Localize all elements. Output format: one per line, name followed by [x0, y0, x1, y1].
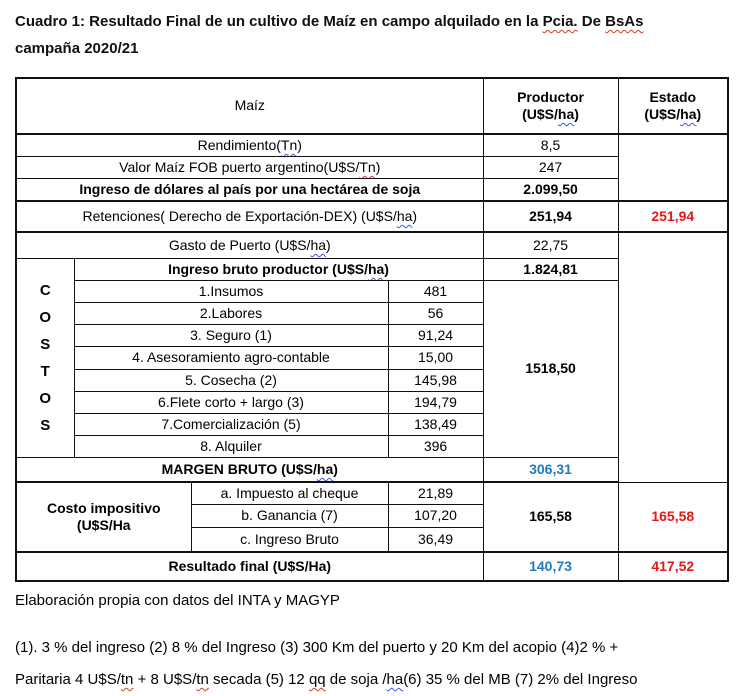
retenciones-estado-value: 251,94: [618, 201, 728, 232]
cost-label: 2.Labores: [74, 303, 388, 325]
cost-value: 138,49: [388, 414, 483, 436]
margen-bruto-label: [16, 458, 483, 483]
valor-maiz-value: 247: [483, 157, 618, 179]
title-misspelled-word: Pcia.: [542, 13, 578, 30]
header-estado: [618, 78, 728, 134]
valor-maiz-label: [16, 157, 483, 179]
label-grammar-word: ha: [396, 207, 413, 224]
unit-text: (U$S/: [644, 106, 681, 122]
label-text: Gasto de Puerto (U$S/: [168, 236, 311, 253]
footnote-misspelled-word: tn: [120, 671, 134, 688]
cost-label: 3. Seguro (1): [74, 325, 388, 347]
label-misspelled-word: Tn: [359, 158, 376, 175]
label-text: ): [326, 236, 331, 253]
footnote-misspelled-word: qq: [308, 671, 326, 688]
tax-value: 36,49: [388, 528, 483, 553]
cost-label: 8. Alquiler: [74, 436, 388, 458]
row-resultado-final: [16, 552, 728, 581]
resultado-final-estado-value: 417,52: [618, 552, 728, 581]
footnote-text: Paritaria 4 U$S/: [15, 671, 121, 688]
cost-value: 15,00: [388, 347, 483, 370]
row-retenciones: [16, 201, 728, 232]
rendimiento-value: 8,5: [483, 134, 618, 157]
cost-value: 91,24: [388, 325, 483, 347]
ingreso-dolares-label: Ingreso de dólares al país por una hectárea de soja: [16, 179, 483, 202]
costo-impositivo-line1: Costo impositivo: [46, 499, 161, 516]
footnote-line-2: [15, 664, 727, 696]
margen-bruto-value: 306,31: [483, 458, 618, 483]
title-text: Cuadro 1: Resultado Final de un cultivo de Maíz en campo alquilado en la: [15, 13, 543, 30]
ingreso-bruto-label: [74, 259, 483, 281]
cost-label: 6.Flete corto + largo (3): [74, 392, 388, 414]
cost-value: 194,79: [388, 392, 483, 414]
cost-label: 5. Cosecha (2): [74, 370, 388, 392]
cost-label: 1.Insumos: [74, 281, 388, 303]
header-productor-label: Productor: [517, 88, 584, 105]
header-productor-unit: [486, 106, 616, 124]
label-text: ): [375, 158, 381, 175]
row-gasto-puerto: [16, 232, 728, 259]
cost-value: 56: [388, 303, 483, 325]
resultado-final-productor-value: 140,73: [483, 552, 618, 581]
costos-letter: S: [40, 336, 51, 353]
label-grammar-word: ha: [316, 460, 334, 477]
label-text: Retenciones( Derecho de Exportación-DEX) (U$S/: [82, 207, 397, 224]
costos-total-value: 1518,50: [483, 281, 618, 458]
footnote-grammar-word: ha: [386, 671, 404, 688]
label-text: Rendimiento(: [197, 136, 281, 153]
label-text: ): [384, 260, 389, 277]
label-text: MARGEN BRUTO (U$S/: [161, 460, 317, 477]
estado-empty-cell-top: [618, 134, 728, 201]
label-text: ): [333, 460, 338, 477]
gasto-puerto-value: 22,75: [483, 232, 618, 259]
tax-label: b. Ganancia (7): [191, 505, 388, 528]
cost-value: 481: [388, 281, 483, 303]
footnotes: [15, 632, 727, 696]
costo-impositivo-label: [16, 482, 191, 552]
retenciones-productor-value: 251,94: [483, 201, 618, 232]
row-rendimiento: [16, 134, 728, 157]
ingreso-dolares-value: 2.099,50: [483, 179, 618, 202]
source-attribution: Elaboración propia con datos del INTA y MAGYP: [15, 592, 340, 609]
resultado-final-label: Resultado final (U$S/Ha): [16, 552, 483, 581]
footnote-misspelled-word: tn: [196, 671, 209, 688]
cost-value: 396: [388, 436, 483, 458]
retenciones-label: [16, 201, 483, 232]
unit-grammar-word: ha: [680, 106, 697, 122]
gasto-puerto-label: [16, 232, 483, 259]
unit-text: (U$S/: [522, 106, 558, 122]
estado-empty-cell-middle: [618, 232, 728, 482]
footnote-text: secada (5) 12: [208, 671, 309, 688]
title-line-2: campaña 2020/21: [15, 40, 139, 57]
header-productor: [483, 78, 618, 134]
costos-letter: O: [39, 390, 52, 407]
costos-letter: O: [39, 309, 52, 326]
label-text: Ingreso bruto productor (U$S/: [168, 260, 368, 277]
label-grammar-word: ha: [367, 260, 385, 277]
cost-label: 7.Comercialización (5): [74, 414, 388, 436]
costos-letter: T: [40, 363, 50, 380]
footnote-text: + 8 U$S/: [133, 671, 197, 688]
title-line-1: [15, 8, 727, 35]
unit-grammar-word: ha: [557, 106, 575, 122]
costo-impositivo-estado-total: 165,58: [618, 482, 728, 552]
cost-value: 145,98: [388, 370, 483, 392]
tax-value: 21,89: [388, 482, 483, 505]
unit-text: ): [574, 106, 579, 122]
document-title: [15, 8, 727, 62]
unit-text: ): [696, 106, 702, 122]
label-text: ): [412, 207, 418, 224]
title-text: De: [577, 13, 606, 30]
label-grammar-word: ha: [310, 236, 327, 253]
tax-label: c. Ingreso Bruto: [191, 528, 388, 553]
costos-letter: C: [39, 282, 51, 299]
cost-label: 4. Asesoramiento agro-contable: [74, 347, 388, 370]
label-text: ): [297, 136, 302, 153]
footnote-text: (6) 35 % del MB (7) 2% del Ingreso: [403, 671, 638, 688]
footnote-text: de soja /: [325, 671, 387, 688]
costos-letter: S: [40, 417, 51, 434]
footnote-line-1: (1). 3 % del ingreso (2) 8 % del Ingreso (3) 300 Km del puerto y 20 Km del acopio (4)2 % +: [15, 639, 619, 656]
tax-label: a. Impuesto al cheque: [191, 482, 388, 505]
header-estado-label: Estado: [649, 88, 697, 105]
ingreso-bruto-value: 1.824,81: [483, 259, 618, 281]
header-estado-unit: [621, 106, 726, 124]
costos-vertical-label: [16, 259, 74, 458]
row-impuesto-cheque: [16, 482, 728, 505]
costo-impositivo-line2: (U$S/Ha: [76, 517, 131, 533]
results-table: [15, 77, 729, 582]
costo-impositivo-productor-total: 165,58: [483, 482, 618, 552]
rendimiento-label: [16, 134, 483, 157]
label-text: Valor Maíz FOB puerto argentino(U$S/: [119, 158, 360, 175]
header-maiz: Maíz: [16, 78, 483, 134]
tax-value: 107,20: [388, 505, 483, 528]
title-misspelled-word: BsAs: [605, 13, 644, 30]
table-header-row: [16, 78, 728, 134]
label-grammar-word: Tn: [280, 136, 298, 153]
